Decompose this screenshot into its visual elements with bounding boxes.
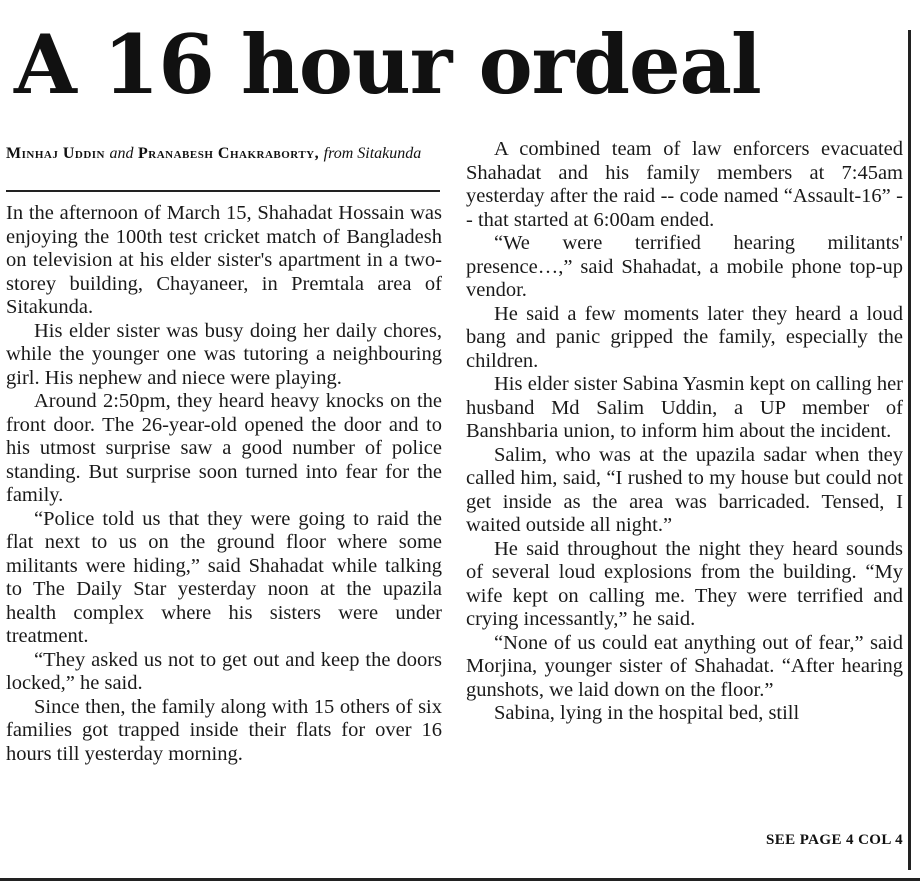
byline-author-2: Pranabesh Chakraborty, [138,145,320,162]
byline [6,144,446,163]
paragraph: He said throughout the night they heard sounds of several loud explosions from the building. “My wife kept on calling me. They were terrified and crying incessantly,” he said. [466,537,903,630]
headline: A 16 hour ordeal [14,18,761,113]
paragraph: Salim, who was at the upazila sadar when they called him, said, “I rushed to my house but could not get inside as the area was barricaded. Tensed, I waited outside all night.” [466,443,903,536]
byline-divider [6,190,440,192]
article-column-right [466,138,903,726]
article-column-left [6,202,442,766]
paragraph: A combined team of law enforcers evacuated Shahadat and his family members at 7:45am yesterday after the raid -- code named “Assault-16” -- that started at 6:00am ended. [466,138,903,231]
byline-conjunction: and [109,145,134,162]
byline-location: from Sitakunda [323,145,422,162]
paragraph: He said a few moments later they heard a loud bang and panic gripped the family, especially the children. [466,302,903,372]
paragraph: His elder sister Sabina Yasmin kept on calling her husband Md Salim Uddin, a UP member of Banshbaria union, to inform him about the incident. [466,373,903,442]
bottom-rule [0,878,920,881]
byline-author-1: Minhaj Uddin [6,145,105,162]
paragraph: Around 2:50pm, they heard heavy knocks on the front door. The 26-year-old opened the door and to his utmost surprise saw a good number of police standing. But surprise soon turned into fear for the family. [6,390,442,506]
continued-on-page-4: SEE PAGE 4 COL 4 [766,832,903,848]
paragraph: Since then, the family along with 15 others of six families got trapped inside their flats for over 16 hours till yesterday morning. [6,695,442,765]
paragraph: “None of us could eat anything out of fear,” said Morjina, younger sister of Shahadat. “After hearing gunshots, we laid down on the floor.” [466,631,903,701]
column-rule-right [908,30,911,870]
paragraph: “They asked us not to get out and keep the doors locked,” he said. [6,648,442,694]
paragraph: “Police told us that they were going to raid the flat next to us on the ground floor where some militants were hiding,” said Shahadat while talking to The Daily Star yesterday noon at the upazila health complex where his sisters were under treatment. [6,507,442,647]
paragraph: In the afternoon of March 15, Shahadat Hossain was enjoying the 100th test cricket match of Bangladesh on television at his elder sister's apartment in a two-storey building, Chayaneer, in Premtala area of Sitakunda. [6,202,442,318]
paragraph: “We were terrified hearing militants' presence…,” said Shahadat, a mobile phone top-up vendor. [466,232,903,301]
paragraph: Sabina, lying in the hospital bed, still [494,702,800,724]
paragraph: His elder sister was busy doing her daily chores, while the younger one was tutoring a neighbouring girl. His nephew and niece were playing. [6,319,442,389]
